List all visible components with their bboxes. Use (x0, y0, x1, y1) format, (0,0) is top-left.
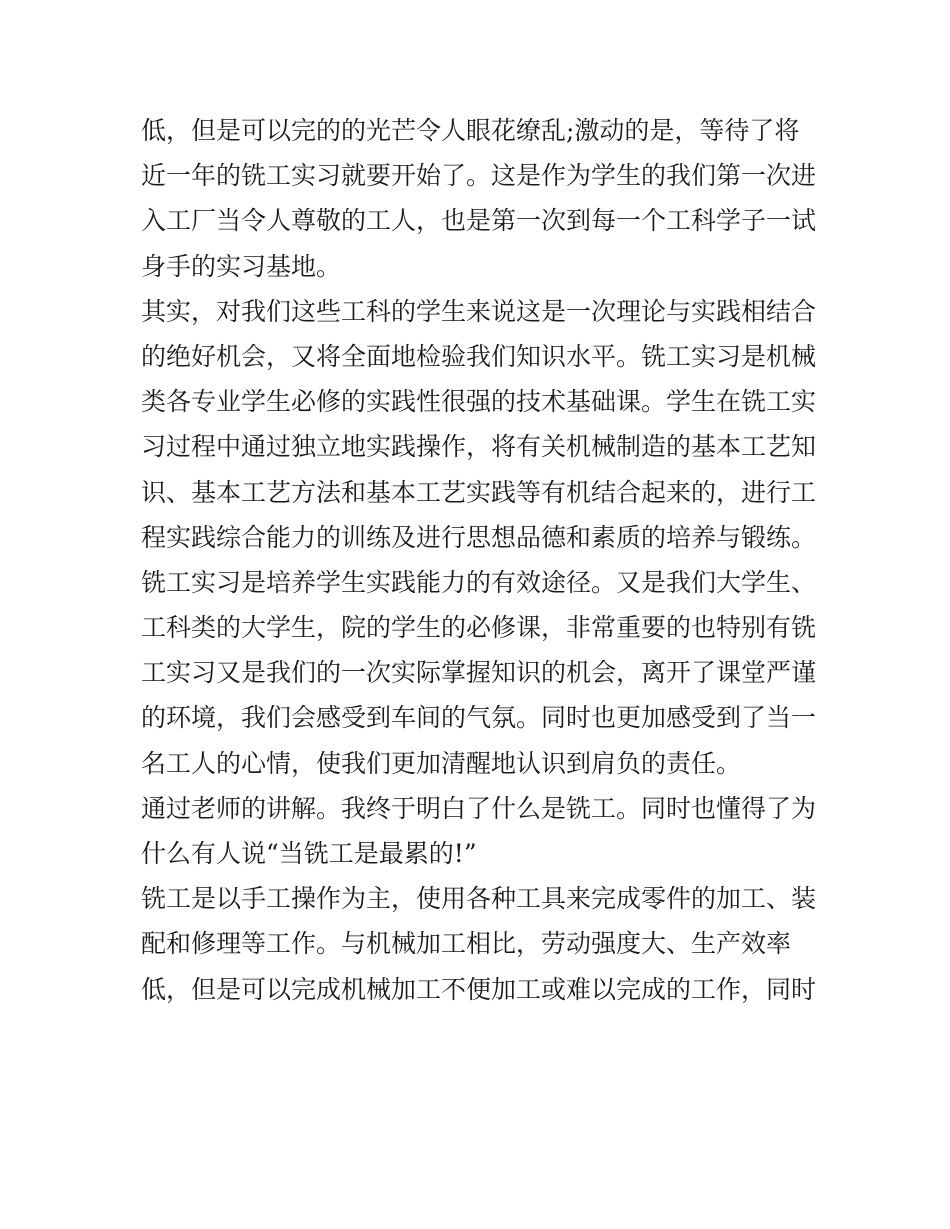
text-line: 其实，对我们这些工科的学生来说这是一次理论与实践相结合 (141, 296, 817, 326)
text-line: 铣工实习是培养学生实践能力的有效途径。又是我们大学生、 (141, 567, 817, 597)
text-line: 的绝好机会，又将全面地检验我们知识水平。铣工实习是机械 (141, 341, 817, 371)
text-line: 低，但是可以完成机械加工不便加工或难以完成的工作，同时 (141, 974, 817, 1004)
text-line: 配和修理等工作。与机械加工相比，劳动强度大、生产效率 (141, 929, 792, 959)
text-line: 低，但是可以完的的光芒令人眼花缭乱;激动的是，等待了将 (141, 116, 800, 145)
text-line: 工实习又是我们的一次实际掌握知识的机会，离开了课堂严谨 (141, 658, 817, 688)
text-line: 什么有人说“当铣工是最累的!” (141, 839, 477, 868)
text-line: 习过程中通过独立地实践操作，将有关机械制造的基本工艺知 (141, 432, 817, 462)
text-line: 通过老师的讲解。我终于明白了什么是铣工。同时也懂得了为 (141, 793, 817, 823)
text-line: 名工人的心情，使我们更加清醒地认识到肩负的责任。 (141, 748, 742, 778)
text-line: 类各专业学生必修的实践性很强的技术基础课。学生在铣工实 (141, 387, 817, 417)
text-line: 的环境，我们会感受到车间的气氛。同时也更加感受到了当一 (141, 703, 817, 733)
text-line: 入工厂当令人尊敬的工人，也是第一次到每一个工科学子一试 (141, 206, 817, 236)
text-line: 近一年的铣工实习就要开始了。这是作为学生的我们第一次进 (141, 161, 817, 191)
text-line: 识、基本工艺方法和基本工艺实践等有机结合起来的，进行工 (141, 477, 817, 507)
text-line: 铣工是以手工操作为主，使用各种工具来完成零件的加工、装 (141, 884, 817, 914)
text-line: 工科类的大学生，院的学生的必修课，非常重要的也特别有铣 (141, 613, 817, 643)
text-line: 程实践综合能力的训练及进行思想品德和素质的培养与锻练。 (141, 522, 817, 552)
body-text (141, 108, 817, 1012)
text-line: 身手的实习基地。 (141, 251, 342, 281)
